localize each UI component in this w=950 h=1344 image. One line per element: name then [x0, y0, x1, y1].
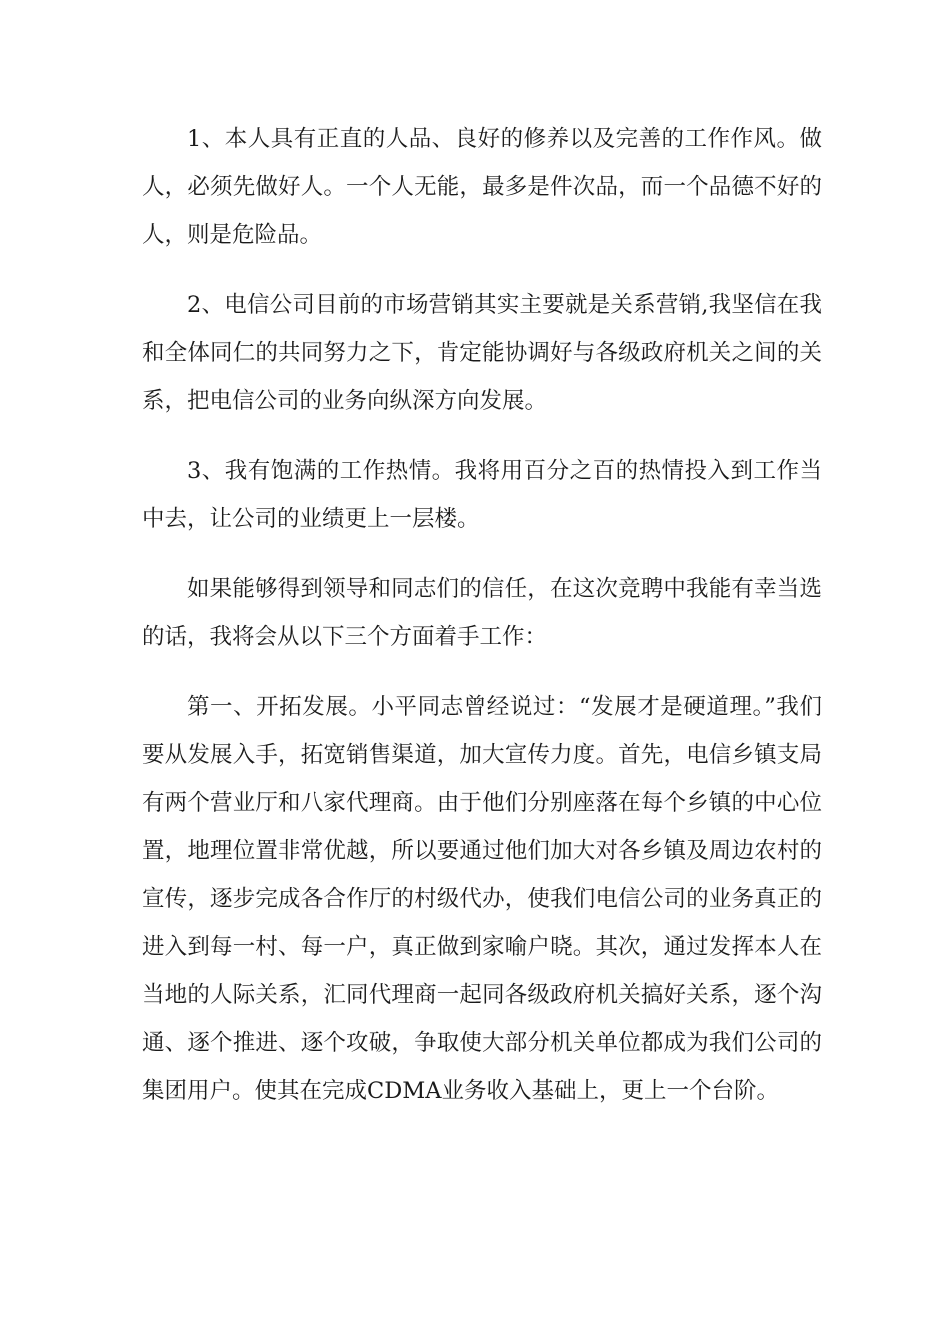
document-body	[142, 115, 822, 1137]
paragraph-5: 第一、开拓发展。小平同志曾经说过：“发展才是硬道理。”我们要从发展入手，拓宽销售渠道，加大宣传力度。首先，电信乡镇支局有两个营业厅和八家代理商。由于他们分别座落在每个乡镇的中心位置，地理位置非常优越，所以要通过他们加大对各乡镇及周边农村的宣传，逐步完成各合作厅的村级代办，使我们电信公司的业务真正的进入到每一村、每一户，真正做到家喻户晓。其次，通过发挥本人在当地的人际关系，汇同代理商一起同各级政府机关搞好关系，逐个沟通、逐个推进、逐个攻破，争取使大部分机关单位都成为我们公司的集团用户。使其在完成CDMA业务收入基础上，更上一个台阶。	[142, 694, 822, 1104]
paragraph-1: 1、本人具有正直的人品、良好的修养以及完善的工作作风。做人，必须先做好人。一个人无能，最多是件次品，而一个品德不好的人，则是危险品。	[142, 126, 822, 248]
paragraph-2: 2、电信公司目前的市场营销其实主要就是关系营销,我坚信在我和全体同仁的共同努力之下，肯定能协调好与各级政府机关之间的关系，把电信公司的业务向纵深方向发展。	[142, 292, 822, 414]
paragraph-3: 3、我有饱满的工作热情。我将用百分之百的热情投入到工作当中去，让公司的业绩更上一层楼。	[142, 458, 822, 532]
paragraph-4: 如果能够得到领导和同志们的信任，在这次竞聘中我能有幸当选的话，我将会从以下三个方面着手工作：	[142, 576, 822, 650]
